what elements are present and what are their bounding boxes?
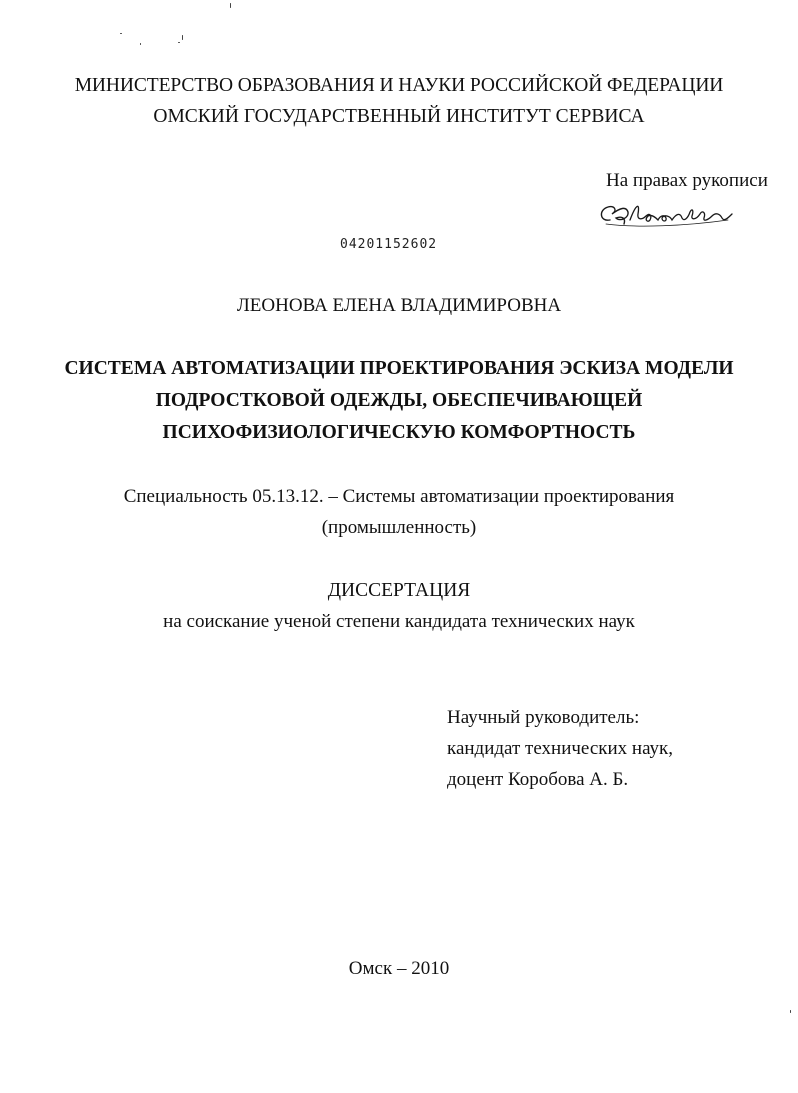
dissertation-title-line-1: СИСТЕМА АВТОМАТИЗАЦИИ ПРОЕКТИРОВАНИЯ ЭСКИЗА МОДЕЛИ [64,358,734,379]
supervisor-name: доцент Коробова А. Б. [447,769,629,790]
supervisor-degree: кандидат технических наук, [447,738,674,759]
author-signature [596,198,736,237]
author-name: ЛЕОНОВА ЕЛЕНА ВЛАДИМИРОВНА [236,295,562,316]
supervisor-label: Научный руководитель: [447,707,640,728]
place-year: Омск – 2010 [348,958,450,979]
specialty-field: (промышленность) [321,517,477,538]
dissertation-title-line-2: ПОДРОСТКОВОЙ ОДЕЖДЫ, ОБЕСПЕЧИВАЮЩЕЙ [155,390,643,411]
dissertation-title-line-3: ПСИХОФИЗИОЛОГИЧЕСКУЮ КОМФОРТНОСТЬ [162,422,636,443]
degree-line: на соискание ученой степени кандидата технических наук [163,611,635,632]
registration-number: 04201152602 [340,237,438,252]
manuscript-note: На правах рукописи [606,170,768,191]
specialty-line: Специальность 05.13.12. – Системы автоматизации проектирования [123,486,675,507]
work-type: ДИССЕРТАЦИЯ [327,580,471,601]
ministry-heading: МИНИСТЕРСТВО ОБРАЗОВАНИЯ И НАУКИ РОССИЙСКОЙ ФЕДЕРАЦИИ [74,75,724,96]
institute-heading: ОМСКИЙ ГОСУДАРСТВЕННЫЙ ИНСТИТУТ СЕРВИСА [153,106,645,127]
